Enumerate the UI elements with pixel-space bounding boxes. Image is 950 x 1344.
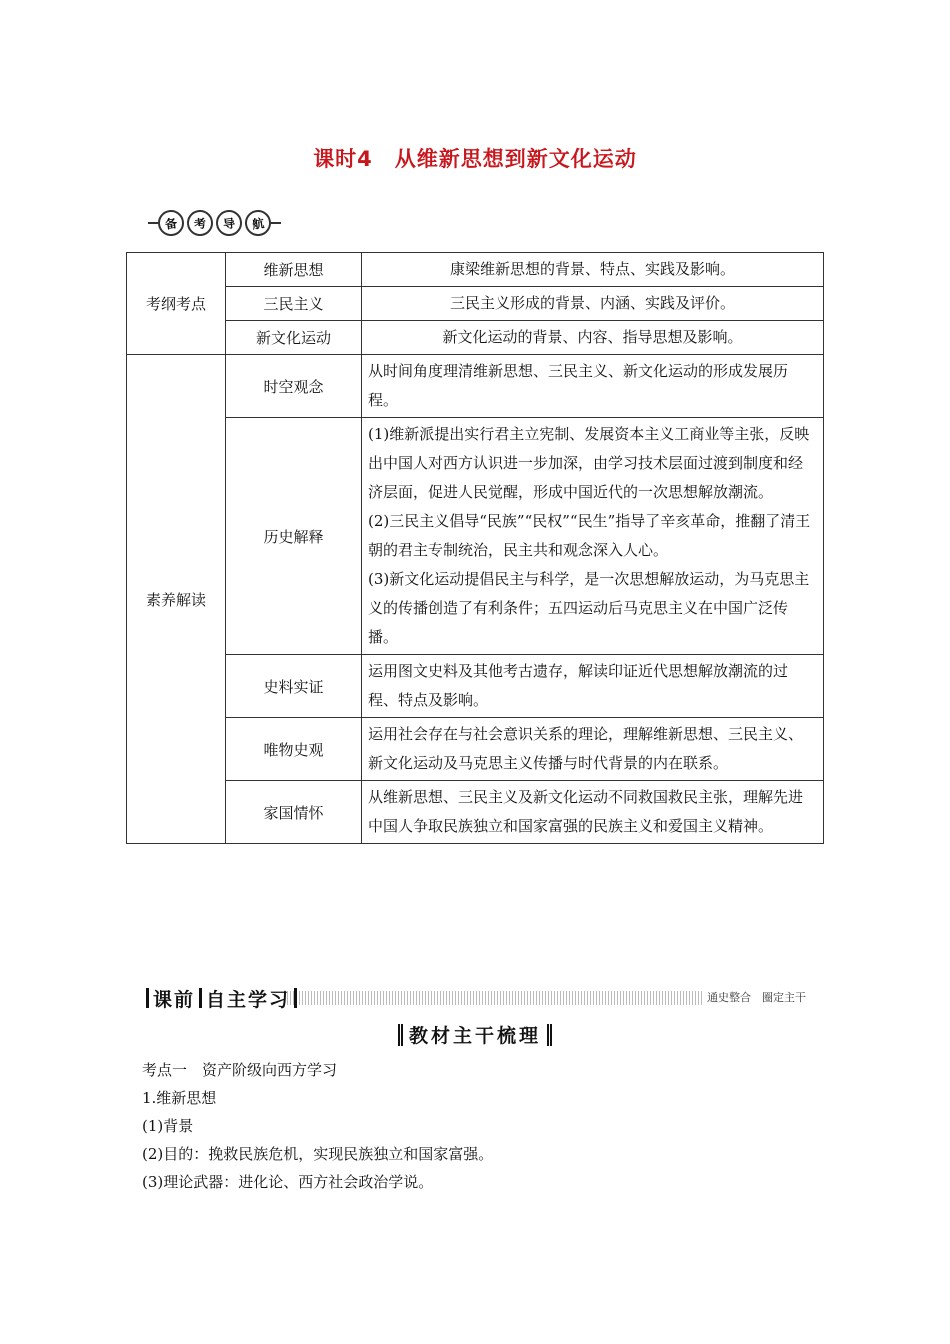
aspect-cell: 家国情怀 — [226, 781, 362, 844]
section-tagline: 通史整合 圈定主干 — [703, 989, 810, 1005]
content-cell: 运用社会存在与社会意识关系的理论，理解维新思想、三民主义、新文化运动及马克思主义传播与时代背景的内在联系。 — [362, 718, 824, 781]
content-cell: 运用图文史料及其他考古遗存，解读印证近代思想解放潮流的过程、特点及影响。 — [362, 655, 824, 718]
table-row — [127, 781, 824, 844]
text-line: (1)背景 — [142, 1117, 194, 1135]
divider-bar — [294, 988, 297, 1008]
double-bar — [547, 1024, 552, 1046]
topic-cell: 新文化运动 — [226, 321, 362, 355]
table-row — [127, 321, 824, 355]
exam-guide-table — [126, 252, 824, 844]
badge-char: 备 — [156, 208, 185, 237]
subsection-title: 教材主干梳理 — [408, 1025, 541, 1047]
content-cell: 从时间角度理清维新思想、三民主义、新文化运动的形成发展历程。 — [362, 355, 824, 418]
section-label: 自主学习 — [206, 988, 291, 1011]
badge-char: 导 — [214, 208, 243, 237]
table-row — [127, 718, 824, 781]
table-row — [127, 655, 824, 718]
aspect-cell: 史料实证 — [226, 655, 362, 718]
divider-bar — [146, 988, 149, 1008]
text-line: 考点一 资产阶级向西方学习 — [142, 1061, 338, 1079]
table-row — [127, 355, 824, 418]
section-header — [142, 987, 812, 1009]
table-row — [127, 287, 824, 321]
exam-nav-badge — [148, 208, 281, 238]
double-bar — [398, 1024, 403, 1046]
content-cell: 从维新思想、三民主义及新文化运动不同救国救民主张，理解先进中国人争取民族独立和国家富强的民族主义和爱国主义精神。 — [362, 781, 824, 844]
content-cell: 新文化运动的背景、内容、指导思想及影响。 — [362, 321, 824, 355]
subsection-header — [0, 1021, 950, 1050]
text-line: (3)理论武器：进化论、西方社会政治学说。 — [142, 1173, 434, 1191]
aspect-cell: 唯物史观 — [226, 718, 362, 781]
paragraph: (3)新文化运动提倡民主与科学，是一次思想解放运动，为马克思主义的传播创造了有利条件；五四运动后马克思主义在中国广泛传播。 — [368, 570, 810, 646]
topic-cell: 维新思想 — [226, 253, 362, 287]
badge-char: 航 — [243, 208, 272, 237]
content-cell — [362, 418, 824, 655]
section-label: 课前 — [153, 988, 196, 1011]
aspect-cell: 历史解释 — [226, 418, 362, 655]
text-line: (2)目的：挽救民族危机，实现民族独立和国家富强。 — [142, 1145, 494, 1163]
table-row — [127, 418, 824, 655]
topic-cell: 三民主义 — [226, 287, 362, 321]
content-cell: 康梁维新思想的背景、特点、实践及影响。 — [362, 253, 824, 287]
text-line: 1.维新思想 — [142, 1089, 217, 1107]
exam-header-cell: 考纲考点 — [127, 253, 226, 355]
aspect-cell: 时空观念 — [226, 355, 362, 418]
page-title: 课时4 从维新思想到新文化运动 — [313, 147, 637, 171]
body-text — [142, 1056, 493, 1196]
badge-char: 考 — [185, 208, 214, 237]
paragraph: (2)三民主义倡导“民族”“民权”“民生”指导了辛亥革命，推翻了清王朝的君主专制统治，民主共和观念深入人心。 — [368, 512, 811, 559]
content-cell: 三民主义形成的背景、内涵、实践及评价。 — [362, 287, 824, 321]
table-row — [127, 253, 824, 287]
divider-bar — [199, 988, 202, 1008]
literacy-header-cell: 素养解读 — [127, 355, 226, 844]
paragraph: (1)维新派提出实行君主立宪制、发展资本主义工商业等主张，反映出中国人对西方认识进一步加深，由学习技术层面过渡到制度和经济层面，促进人民觉醒，形成中国近代的一次思想解放潮流。 — [368, 425, 810, 501]
